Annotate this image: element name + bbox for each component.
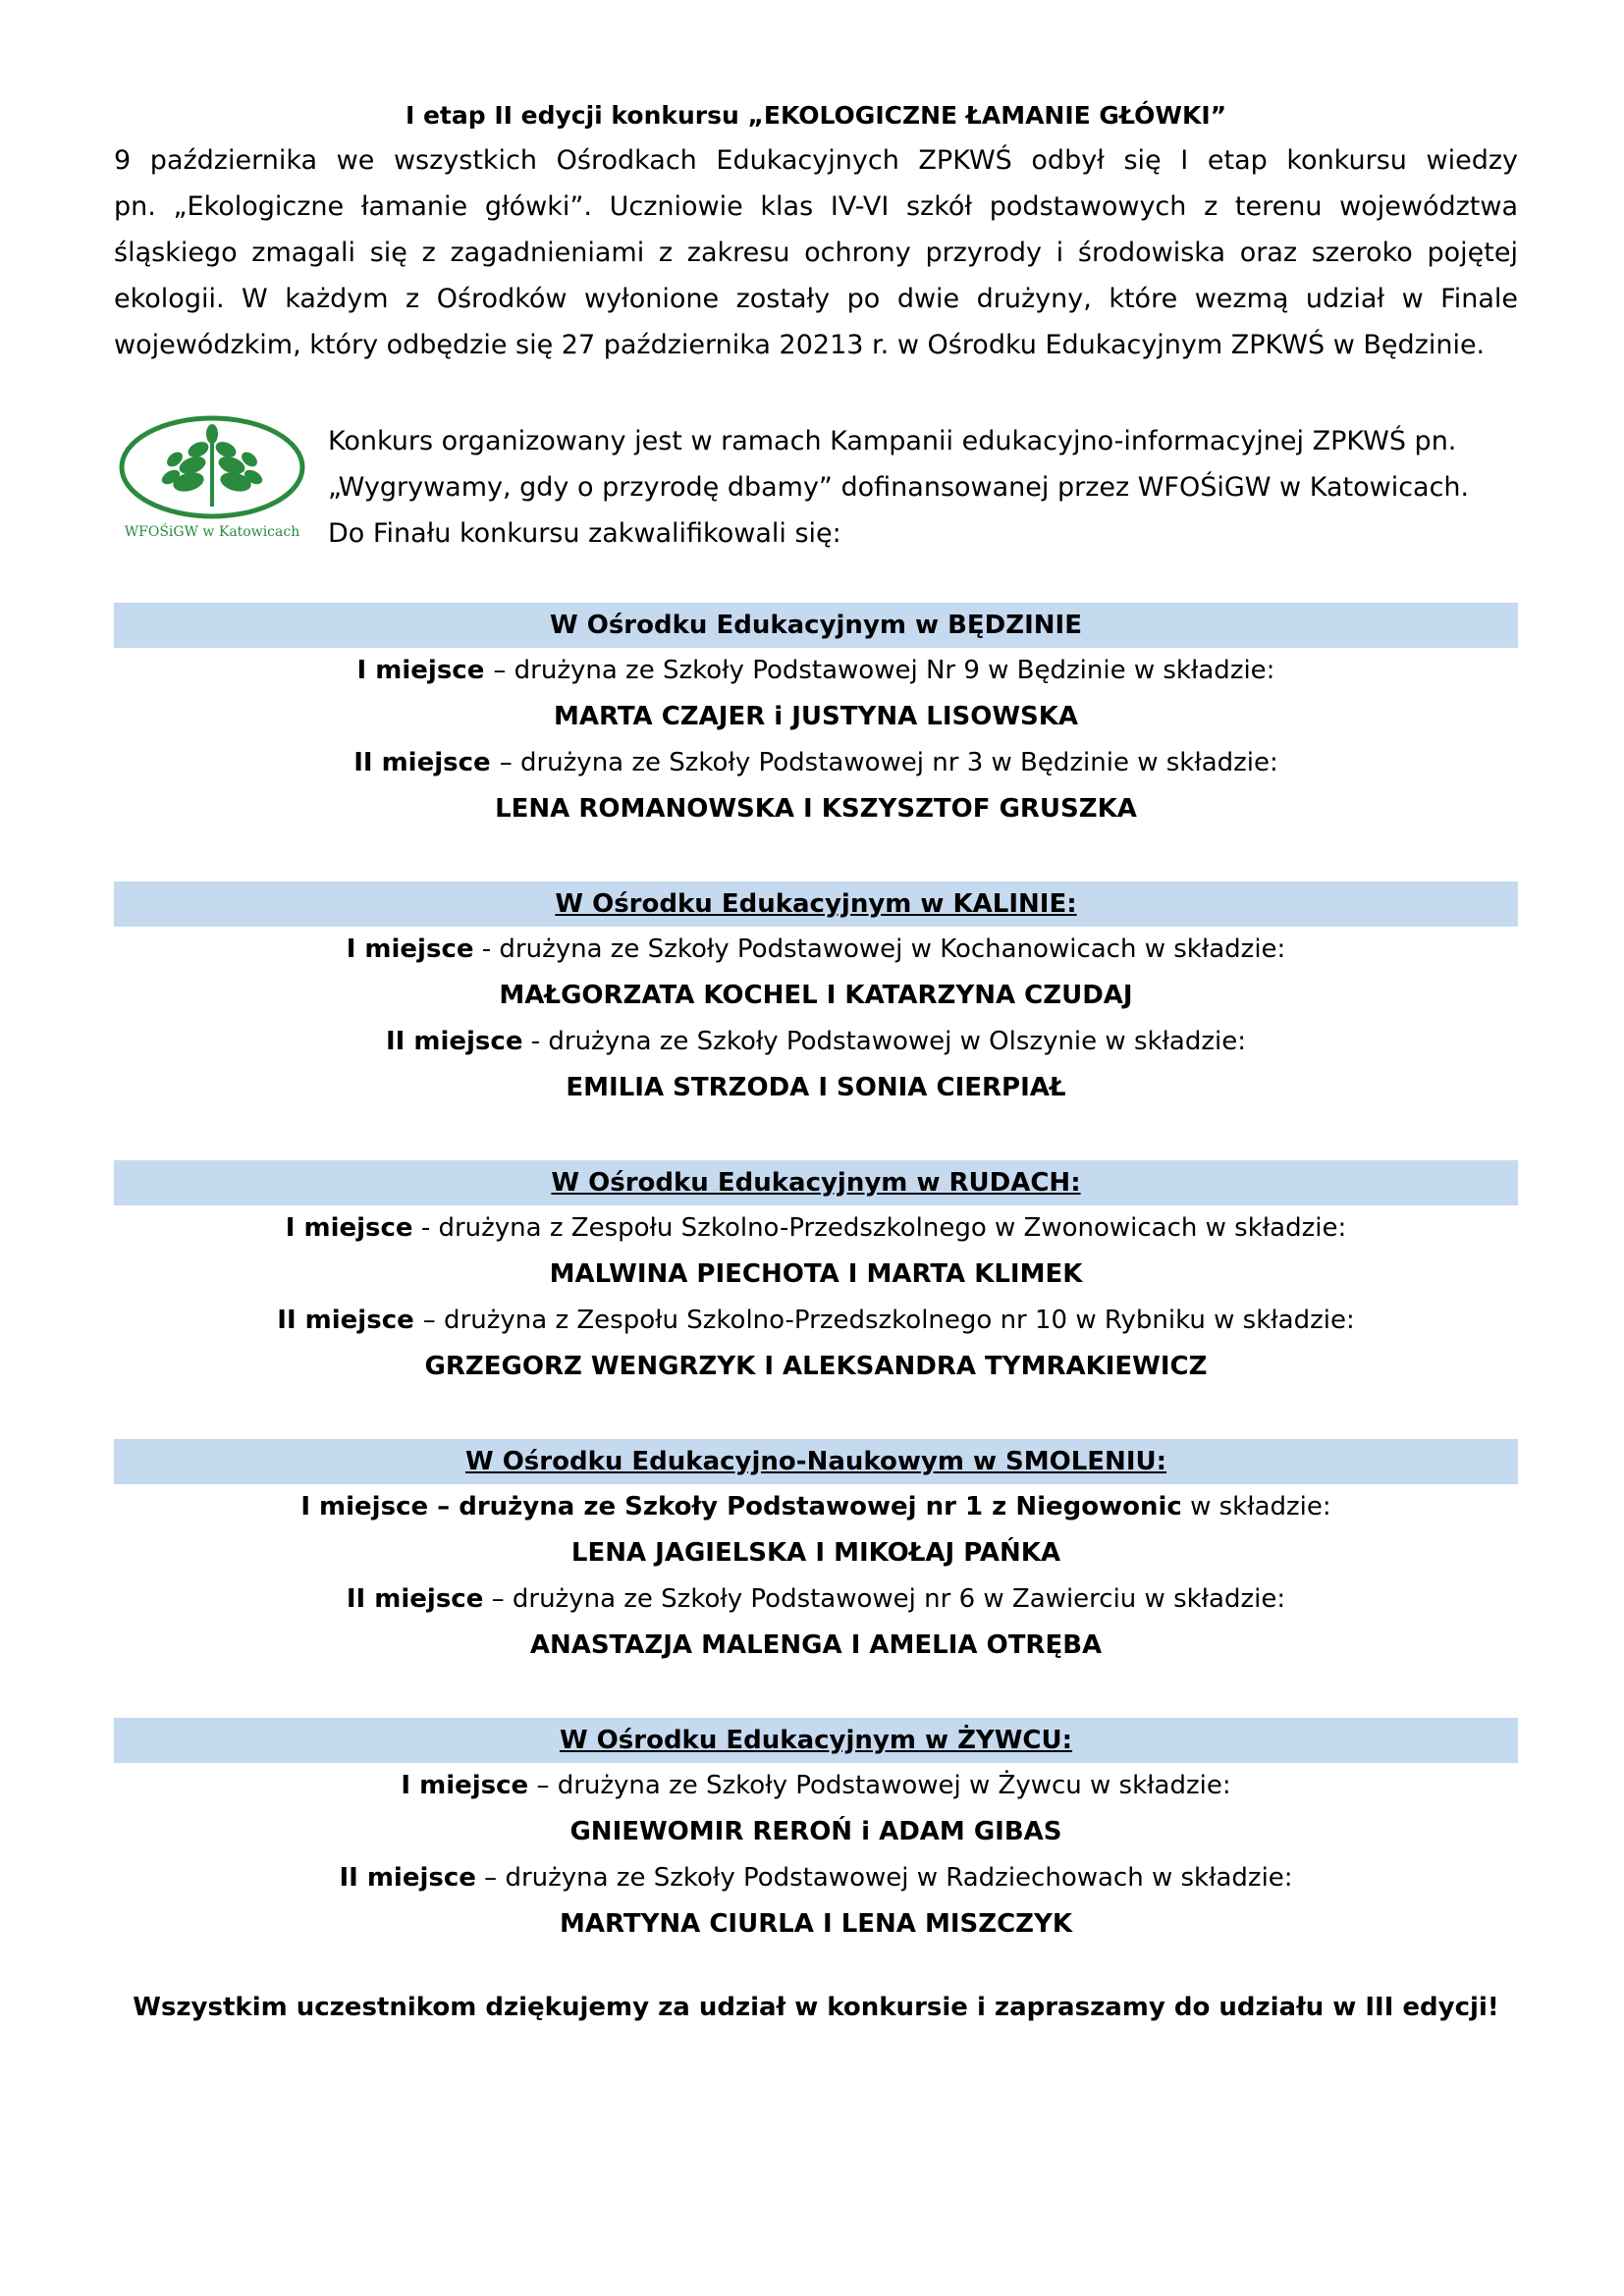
section-heading	[114, 1439, 1518, 1484]
team-members: LENA ROMANOWSKA I KSZYSZTOF GRUSZKA	[495, 794, 1137, 824]
place-label: I miejsce	[401, 1771, 529, 1800]
team-members: GNIEWOMIR REROŃ i ADAM GIBAS	[569, 1817, 1062, 1846]
place-label: II miejsce	[385, 1027, 523, 1056]
campaign-paragraph	[328, 418, 1526, 557]
place-2-row	[114, 1576, 1518, 1623]
place-description: – drużyna ze Szkoły Podstawowej w Żywcu w składzie:	[528, 1771, 1231, 1800]
intro-line: ekologii. W każdym z Ośrodków wyłonione zostały po dwie drużyny, które wezmą udział w Finale	[114, 284, 1518, 314]
place-1-row	[114, 1484, 1518, 1530]
place-1-row	[114, 1205, 1518, 1252]
place-label: I miejsce – drużyna ze Szkoły Podstawowej nr 1 z Niegowonic	[300, 1492, 1182, 1522]
section-rudy	[114, 1160, 1518, 1390]
place-description: – drużyna ze Szkoły Podstawowej Nr 9 w Będzinie w składzie:	[493, 656, 1275, 685]
section-smolen	[114, 1439, 1518, 1669]
place-2-row	[114, 1855, 1518, 1901]
place-2-row	[114, 740, 1518, 786]
place-label: I miejsce	[285, 1213, 413, 1243]
team-members: MALWINA PIECHOTA I MARTA KLIMEK	[549, 1259, 1083, 1289]
place-1-row	[114, 927, 1518, 973]
team-members: EMILIA STRZODA I SONIA CIERPIAŁ	[566, 1073, 1066, 1102]
place-description: – drużyna ze Szkoły Podstawowej nr 3 w Będzinie w składzie:	[499, 748, 1278, 777]
place-description: - drużyna ze Szkoły Podstawowej w Olszynie w składzie:	[522, 1027, 1246, 1056]
place-label: II miejsce	[346, 1584, 484, 1614]
place-1-row	[114, 648, 1518, 694]
place-label: I miejsce	[356, 656, 494, 685]
place-description: – drużyna ze Szkoły Podstawowej nr 6 w Zawierciu w składzie:	[483, 1584, 1286, 1614]
leaf-logo-icon	[114, 412, 310, 522]
team-members: LENA JAGIELSKA I MIKOŁAJ PAŃKA	[570, 1538, 1061, 1568]
document-title: I etap II edycji konkursu „EKOLOGICZNE ŁAMANIE GŁÓWKI”	[405, 101, 1227, 130]
closing-note: Wszystkim uczestnikom dziękujemy za udział w konkursie i zapraszamy do udziału w III edycji!	[133, 1993, 1499, 2022]
place-description: – drużyna ze Szkoły Podstawowej w Radziechowach w składzie:	[475, 1863, 1293, 1893]
place-label: II miejsce	[339, 1863, 476, 1893]
section-heading-text: W Ośrodku Edukacyjnym w RUDACH:	[551, 1168, 1081, 1198]
campaign-line: „Wygrywamy, gdy o przyrodę dbamy” dofinansowanej przez WFOŚiGW w Katowicach.	[328, 472, 1470, 503]
section-heading-text: W Ośrodku Edukacyjnym w KALINIE:	[555, 889, 1077, 919]
team-members: MARTA CZAJER i JUSTYNA LISOWSKA	[553, 702, 1078, 731]
intro-line: śląskiego zmagali się z zagadnieniami z zakresu ochrony przyrody i środowiska oraz szeroko pojętej	[114, 238, 1518, 268]
section-heading	[114, 1718, 1518, 1763]
section-heading-text: W Ośrodku Edukacyjnym w ŻYWCU:	[559, 1726, 1073, 1755]
place-label: I miejsce	[346, 934, 474, 964]
intro-paragraph	[114, 137, 1518, 368]
section-heading	[114, 603, 1518, 648]
section-bedzin	[114, 603, 1518, 832]
wfosigw-logo	[114, 412, 310, 550]
section-heading	[114, 1160, 1518, 1205]
team-members: MAŁGORZATA KOCHEL I KATARZYNA CZUDAJ	[499, 981, 1133, 1010]
section-zywiec	[114, 1718, 1518, 1948]
place-2-row	[114, 1019, 1518, 1065]
intro-line: wojewódzkim, który odbędzie się 27 października 20213 r. w Ośrodku Edukacyjnym ZPKWŚ w Będzinie.	[114, 330, 1486, 360]
team-members: MARTYNA CIURLA I LENA MISZCZYK	[560, 1909, 1072, 1939]
intro-line: 9 października we wszystkich Ośrodkach Edukacyjnych ZPKWŚ odbył się I etap konkursu wiedzy	[114, 145, 1518, 176]
section-kalina	[114, 881, 1518, 1111]
place-description: w składzie:	[1181, 1492, 1331, 1522]
campaign-line: Do Finału konkursu zakwalifikowali się:	[328, 518, 841, 549]
section-heading	[114, 881, 1518, 927]
intro-line: pn. „Ekologiczne łamanie główki”. Uczniowie klas IV-VI szkół podstawowych z terenu województwa	[114, 191, 1518, 222]
section-heading-text: W Ośrodku Edukacyjnym w BĘDZINIE	[549, 611, 1082, 640]
place-description: - drużyna ze Szkoły Podstawowej w Kochanowicach w składzie:	[473, 934, 1286, 964]
section-heading-text: W Ośrodku Edukacyjno-Naukowym w SMOLENIU:	[464, 1447, 1167, 1476]
logo-caption: WFOŚiGW w Katowicach	[124, 524, 300, 540]
team-members: GRZEGORZ WENGRZYK I ALEKSANDRA TYMRAKIEWICZ	[424, 1352, 1208, 1381]
place-description: – drużyna z Zespołu Szkolno-Przedszkolnego nr 10 w Rybniku w składzie:	[422, 1306, 1355, 1335]
place-description: - drużyna z Zespołu Szkolno-Przedszkolnego w Zwonowicach w składzie:	[412, 1213, 1347, 1243]
campaign-line: Konkurs organizowany jest w ramach Kampanii edukacyjno-informacyjnej ZPKWŚ pn.	[328, 426, 1457, 456]
place-1-row	[114, 1763, 1518, 1809]
team-members: ANASTAZJA MALENGA I AMELIA OTRĘBA	[529, 1630, 1103, 1660]
place-label: II miejsce	[353, 748, 500, 777]
place-label: II miejsce	[277, 1306, 423, 1335]
place-2-row	[114, 1298, 1518, 1344]
